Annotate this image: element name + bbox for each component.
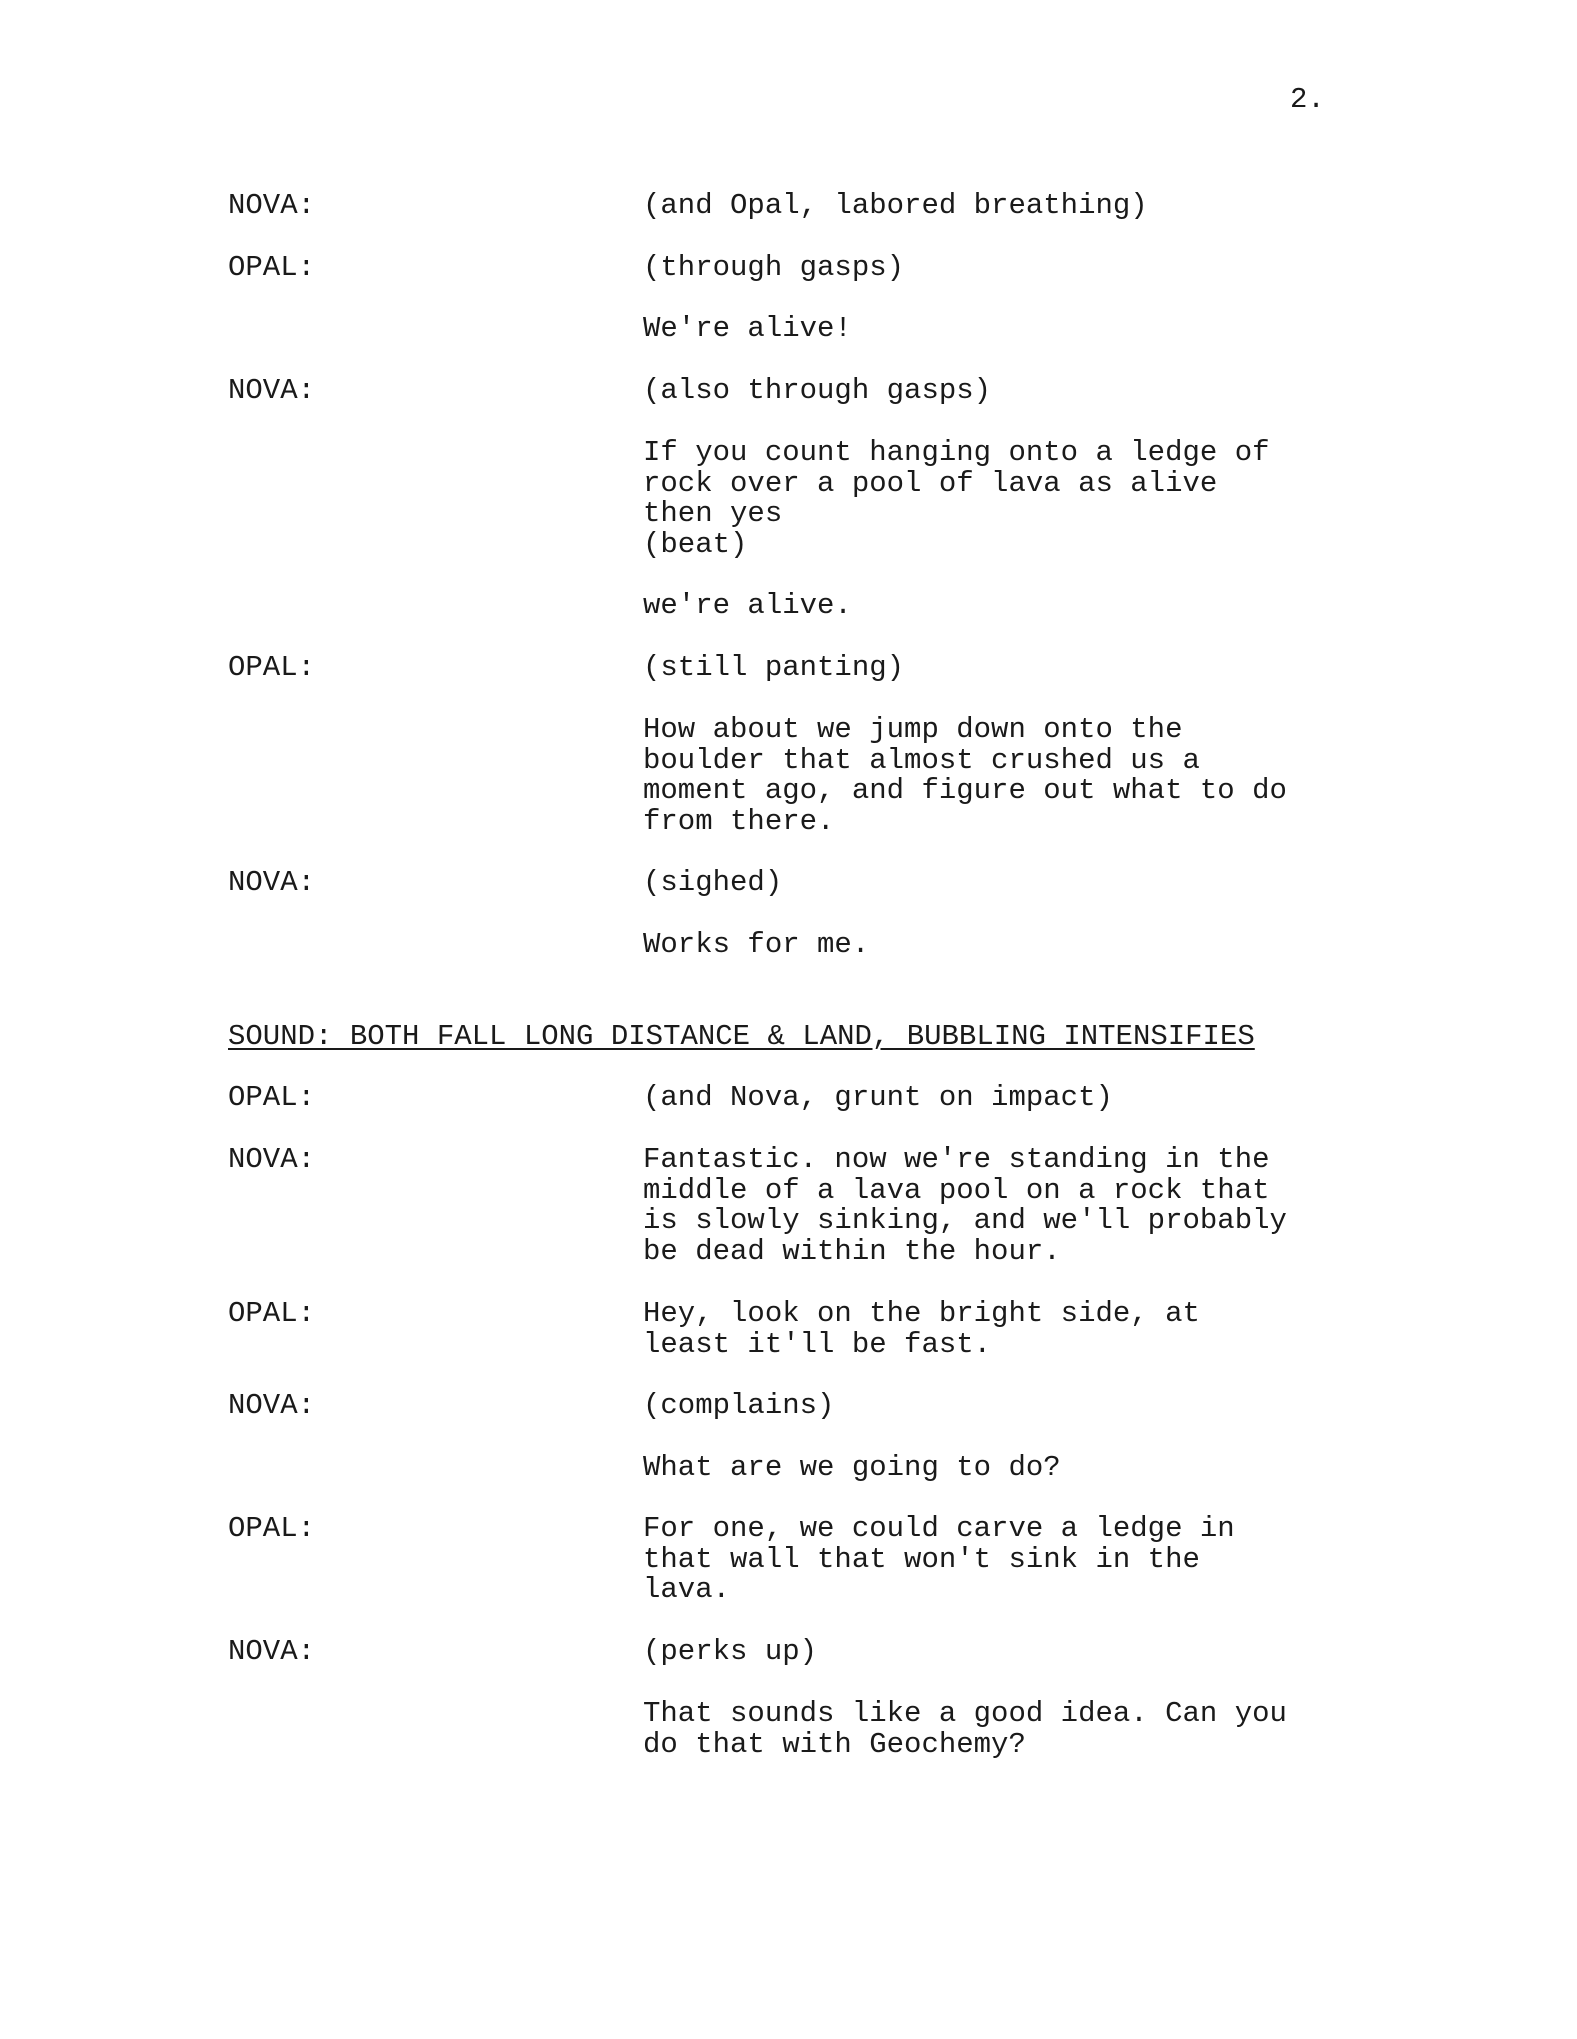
dialogue: we're alive. [643,589,852,622]
speaker-nova: NOVA: [228,1143,316,1176]
speaker-nova: NOVA: [228,1389,316,1422]
dialogue: Works for me. [643,928,870,961]
dialogue: Fantastic. now we're standing in the middle of a lava pool on a rock that is slowly sinking, and we'll probably be dead within the hour. [643,1143,1287,1268]
page-number: 2. [1290,83,1325,116]
dialogue: Hey, look on the bright side, at least it'll be fast. [643,1297,1200,1361]
dialogue: For one, we could carve a ledge in that wall that won't sink in the lava. [643,1512,1235,1606]
parenthetical: (and Nova, grunt on impact) [643,1081,1113,1114]
speaker-nova: NOVA: [228,189,316,222]
dialogue: What are we going to do? [643,1451,1061,1484]
speaker-opal: OPAL: [228,1297,316,1330]
parenthetical: (also through gasps) [643,374,992,407]
parenthetical: (still panting) [643,651,905,684]
parenthetical: (through gasps) [643,251,905,284]
speaker-nova: NOVA: [228,374,316,407]
parenthetical: (complains) [643,1389,835,1422]
speaker-nova: NOVA: [228,1635,316,1668]
dialogue: If you count hanging onto a ledge of rock over a pool of lava as alive then yes (beat) [643,436,1270,561]
speaker-opal: OPAL: [228,1512,316,1545]
dialogue: How about we jump down onto the boulder that almost crushed us a moment ago, and figure out what to do from there. [643,713,1287,838]
parenthetical: (sighed) [643,866,783,899]
parenthetical: (perks up) [643,1635,818,1668]
speaker-opal: OPAL: [228,251,316,284]
parenthetical: (and Opal, labored breathing) [643,189,1148,222]
dialogue: That sounds like a good idea. Can you do that with Geochemy? [643,1697,1287,1761]
sound-cue: SOUND: BOTH FALL LONG DISTANCE & LAND, BUBBLING INTENSIFIES [228,1020,1255,1053]
speaker-opal: OPAL: [228,1081,316,1114]
dialogue: We're alive! [643,312,852,345]
speaker-opal: OPAL: [228,651,316,684]
speaker-nova: NOVA: [228,866,316,899]
